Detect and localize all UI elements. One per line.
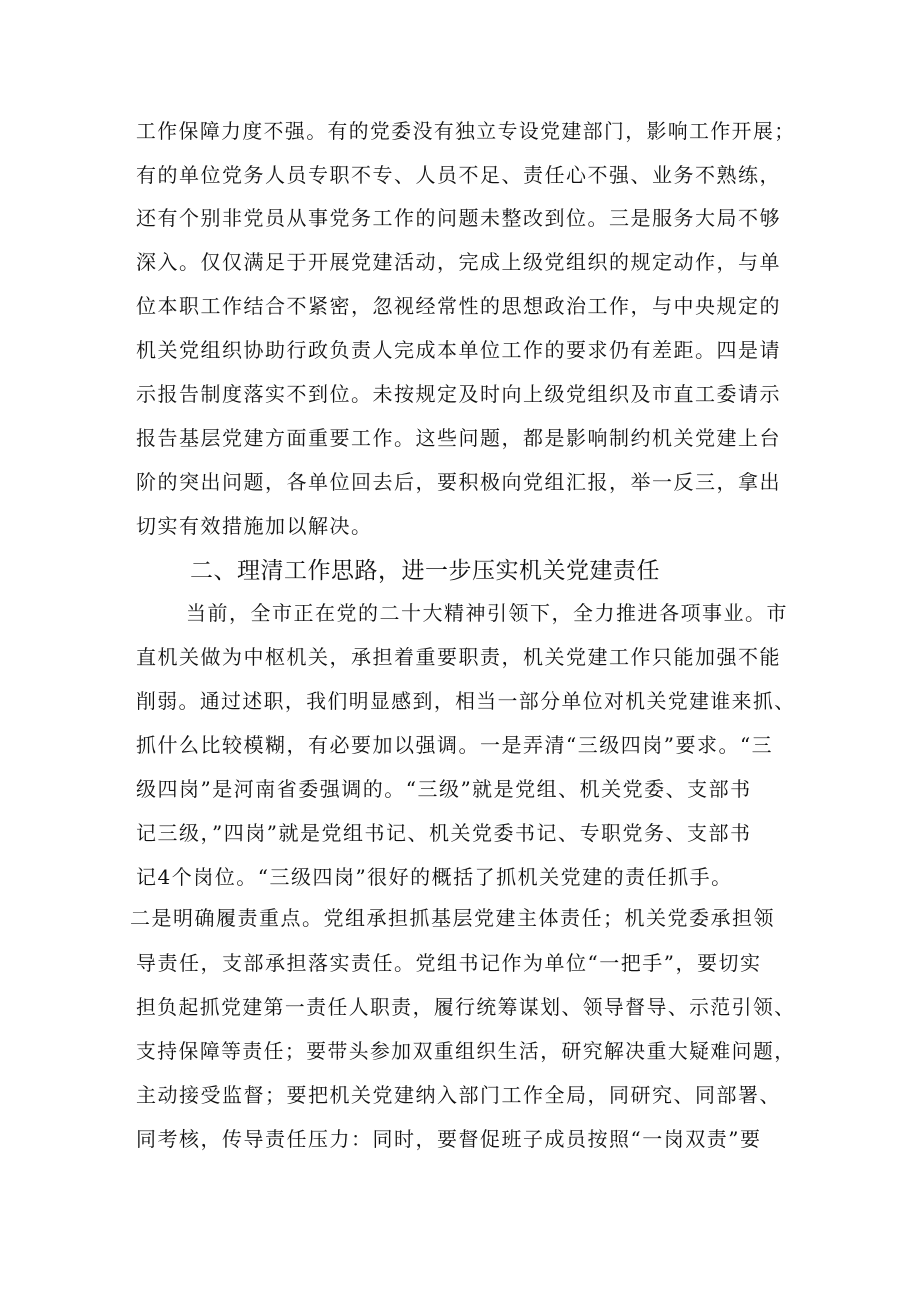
text-line: 机关党组织协助行政负责人完成本单位工作的要求仍有差距。四是请 [136,338,781,362]
text-line: 导责任，支部承担落实责任。党组书记作为单位“一把手”，要切实 [136,951,762,975]
text-line: 同考核，传导责任压力：同时，要督促班子成员按照“一岗双责”要 [136,1127,762,1151]
text-line: 报告基层党建方面重要工作。这些问题，都是影响制约机关党建上台 [136,426,781,450]
text-line: 工作保障力度不强。有的党委没有独立专设党建部门，影响工作开展； [136,119,796,143]
text-line: 支持保障等责任；要带头参加双重组织生活，研究解决重大疑难问题， [136,1039,796,1063]
text-line: 削弱。通过述职，我们明显感到，相当一部分单位对机关党建谁来抓、 [136,689,796,713]
text-line: 深入。仅仅满足于开展党建活动，完成上级党组织的规定动作，与单 [136,250,781,274]
text-line: 位本职工作结合不紧密，忽视经常性的思想政治工作，与中央规定的 [136,294,781,318]
text-line: 担负起抓党建第一责任人职责，履行统筹谋划、领导督导、示范引领、 [136,995,796,1019]
text-line: 记4个岗位。“三级四岗”很好的概括了抓机关党建的责任抓手。 [136,865,733,889]
text-line: 级四岗”是河南省委强调的。“三级”就是党组、机关党委、支部书 [136,777,752,801]
text-line: 当前，全市正在党的二十大精神引领下，全力推进各项事业。市 [186,601,788,625]
text-line: 记三级，”四岗”就是党组书记、机关党委书记、专职党务、支部书 [136,821,752,845]
text-line: 切实有效措施加以解决。 [136,514,373,538]
text-line: 还有个别非党员从事党务工作的问题未整改到位。三是服务大局不够 [136,206,781,230]
text-line: 主动接受监督；要把机关党建纳入部门工作全局，同研究、同部署、 [136,1083,781,1107]
text-line: 直机关做为中枢机关，承担着重要职责，机关党建工作只能加强不能 [136,645,781,669]
section-heading: 二、理清工作思路，进一步压实机关党建责任 [190,558,660,584]
text-line: 二是明确履责重点。党组承担抓基层党建主体责任；机关党委承担领 [130,906,775,930]
text-line: 抓什么比较模糊，有必要加以强调。一是弄清“三级四岗”要求。“三 [136,733,774,757]
text-line: 有的单位党务人员专职不专、人员不足、责任心不强、业务不熟练， [136,163,781,187]
text-line: 阶的突出问题，各单位回去后，要积极向党组汇报，举一反三，拿出 [136,470,781,494]
text-line: 示报告制度落实不到位。未按规定及时向上级党组织及市直工委请示 [136,382,781,406]
